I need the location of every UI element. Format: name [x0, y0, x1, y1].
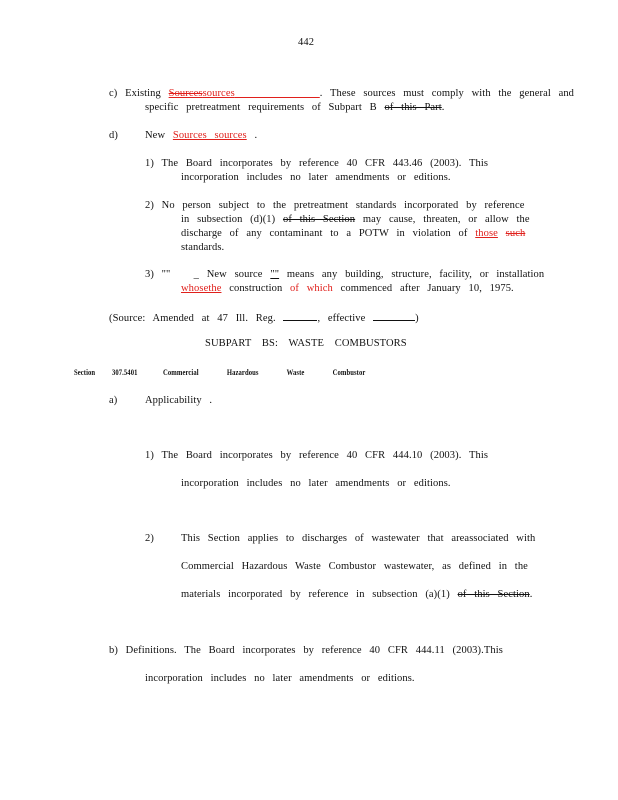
paragraph-b-line1: b) Definitions. The Board incorporates by reference 40 CFR 444.11 (2003).This	[109, 645, 503, 656]
inserted-text: of which	[290, 283, 333, 294]
inserted-text: sources	[202, 88, 235, 99]
paragraph-d-label: d)	[109, 130, 118, 141]
subsection-a2-text: materials incorporated by reference in subsection (a)(1)	[181, 589, 450, 600]
subsection-a1-line2: incorporation includes no later amendments or editions.	[181, 478, 451, 489]
subpart-title: SUBPART BS: WASTE COMBUSTORS	[205, 338, 407, 349]
subsection-d3-text: construction	[229, 283, 283, 294]
deleted-text: such	[505, 228, 526, 239]
paragraph-c-line2	[145, 102, 445, 113]
source-note	[109, 311, 419, 324]
blank-line	[373, 311, 415, 321]
deleted-text: of this Section	[457, 589, 530, 600]
inserted-text: those	[475, 228, 498, 239]
section-title: Commercial Hazardous Waste Combustor	[163, 367, 366, 377]
inserted-text-underline	[235, 88, 320, 99]
paragraph-c-line1	[109, 88, 574, 99]
subsection-d3-quote: ""	[270, 269, 280, 280]
inserted-text: Sources	[168, 88, 203, 99]
subsection-d1-line1: 1) The Board incorporates by reference 40 CFR 443.46 (2003). This	[145, 158, 489, 169]
subsection-d2-text: may cause, threaten, or allow the	[362, 214, 530, 225]
page-number: 442	[298, 37, 315, 48]
subsection-a2-number: 2)	[145, 533, 154, 544]
subsection-a2-line1: This Section applies to discharges of wastewater that areassociated with	[181, 533, 536, 544]
source-text: )	[415, 313, 419, 324]
section-word: Section	[74, 367, 96, 377]
subsection-d2-line2	[181, 214, 530, 225]
subsection-d2-line1: 2) No person subject to the pretreatment standards incorporated by reference	[145, 200, 525, 211]
subsection-d3-text: _ New source	[193, 269, 263, 280]
subsection-d3-line2	[181, 283, 514, 294]
subsection-a1-line1: 1) The Board incorporates by reference 40 CFR 444.10 (2003). This	[145, 450, 489, 461]
paragraph-d-text: New	[145, 130, 166, 141]
paragraph-a-heading: Applicability .	[145, 395, 213, 406]
subsection-a2-end: .	[529, 589, 533, 600]
subsection-a2-line3	[181, 589, 532, 600]
paragraph-d-end: .	[254, 130, 258, 141]
subsection-d1-line2: incorporation includes no later amendments or editions.	[181, 172, 451, 183]
paragraph-a-label: a)	[109, 395, 118, 406]
source-text: , effective	[317, 313, 366, 324]
subsection-d2-text: discharge of any contaminant to a POTW in violation of	[181, 228, 468, 239]
subsection-d3-number: 3) ""	[145, 269, 171, 280]
inserted-text: Sources sources	[172, 130, 247, 141]
section-number: 307.5401	[112, 367, 138, 377]
source-text: (Source: Amended at 47 Ill. Reg.	[109, 313, 276, 324]
paragraph-d-heading	[145, 130, 257, 141]
blank-line	[283, 311, 317, 321]
subsection-d3-line1	[145, 269, 544, 280]
subsection-d3-text: means any building, structure, facility, or installation	[286, 269, 545, 280]
deleted-text: of this Part	[384, 102, 442, 113]
paragraph-c-end: .	[441, 102, 445, 113]
subsection-d2-text: in subsection (d)(1)	[181, 214, 276, 225]
deleted-text: of this Section	[282, 214, 356, 225]
subsection-d3-text: commenced after January 10, 1975.	[340, 283, 514, 294]
paragraph-c-text: specific pretreatment requirements of Subpart B	[145, 102, 377, 113]
paragraph-b-line2: incorporation includes no later amendments or editions.	[145, 673, 415, 684]
paragraph-c-text: . These sources must comply with the general and	[319, 88, 575, 99]
inserted-text: whosethe	[181, 283, 222, 294]
subsection-d2-line4: standards.	[181, 242, 225, 253]
paragraph-c-label: c) Existing	[109, 88, 161, 99]
subsection-a2-line2: Commercial Hazardous Waste Combustor wastewater, as defined in the	[181, 561, 528, 572]
subsection-d2-line3	[181, 228, 525, 239]
